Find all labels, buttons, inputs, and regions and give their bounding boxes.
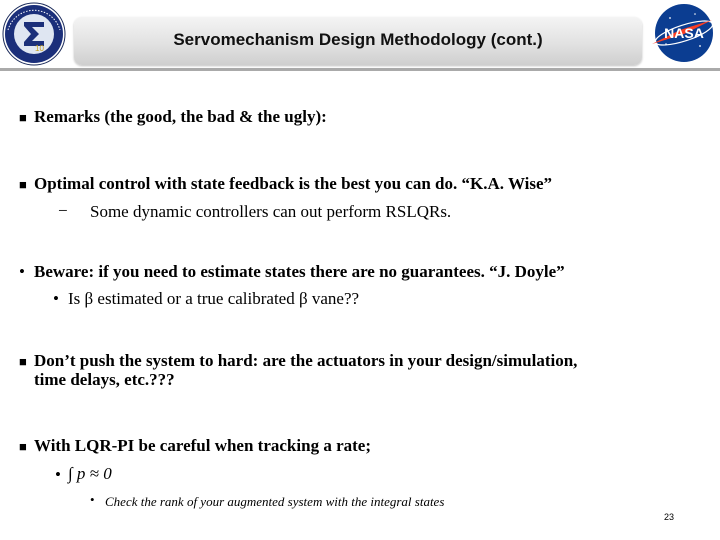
square-bullet-icon: ■	[19, 439, 27, 454]
header-divider	[0, 68, 720, 71]
square-bullet-icon: ■	[19, 110, 27, 125]
remarks-heading: Remarks (the good, the bad & the ugly):	[34, 107, 327, 126]
beware-point: Beware: if you need to estimate states there are no guarantees. “J. Doyle”	[34, 262, 565, 281]
square-bullet-icon: ■	[19, 177, 27, 192]
integral-formula: ∫ p ≈ 0	[68, 464, 112, 483]
dot-bullet-icon: •	[53, 289, 59, 308]
rank-check-subpoint: Check the rank of your augmented system with the integral states	[105, 494, 445, 509]
square-bullet-icon: ■	[19, 354, 27, 369]
lqr-pi-point: With LQR-PI be careful when tracking a rate;	[34, 436, 371, 455]
optimal-control-point: Optimal control with state feedback is the best you can do. “K.A. Wise”	[34, 174, 553, 193]
optimal-control-subpoint: Some dynamic controllers can out perform RSLQRs.	[90, 202, 452, 221]
page-title: Servomechanism Design Methodology (cont.)	[173, 30, 543, 49]
dont-push-point-line1: Don’t push the system to hard: are the actuators in your design/simulation,	[34, 351, 578, 370]
beware-subpoint: Is β estimated or a true calibrated β vane??	[68, 289, 360, 308]
dot-bullet-icon: •	[19, 262, 25, 281]
dot-bullet-icon: •	[90, 492, 95, 507]
dot-bullet-icon: •	[55, 465, 61, 484]
svg-text:10: 10	[35, 44, 44, 53]
organization-seal-logo	[2, 2, 66, 66]
nasa-logo	[650, 2, 720, 64]
title-bar	[74, 17, 642, 65]
svg-text:NASA: NASA	[664, 25, 704, 41]
page-number: 23	[664, 512, 675, 522]
dont-push-point-line2: time delays, etc.???	[34, 370, 175, 389]
dash-bullet-icon: −	[58, 201, 68, 220]
